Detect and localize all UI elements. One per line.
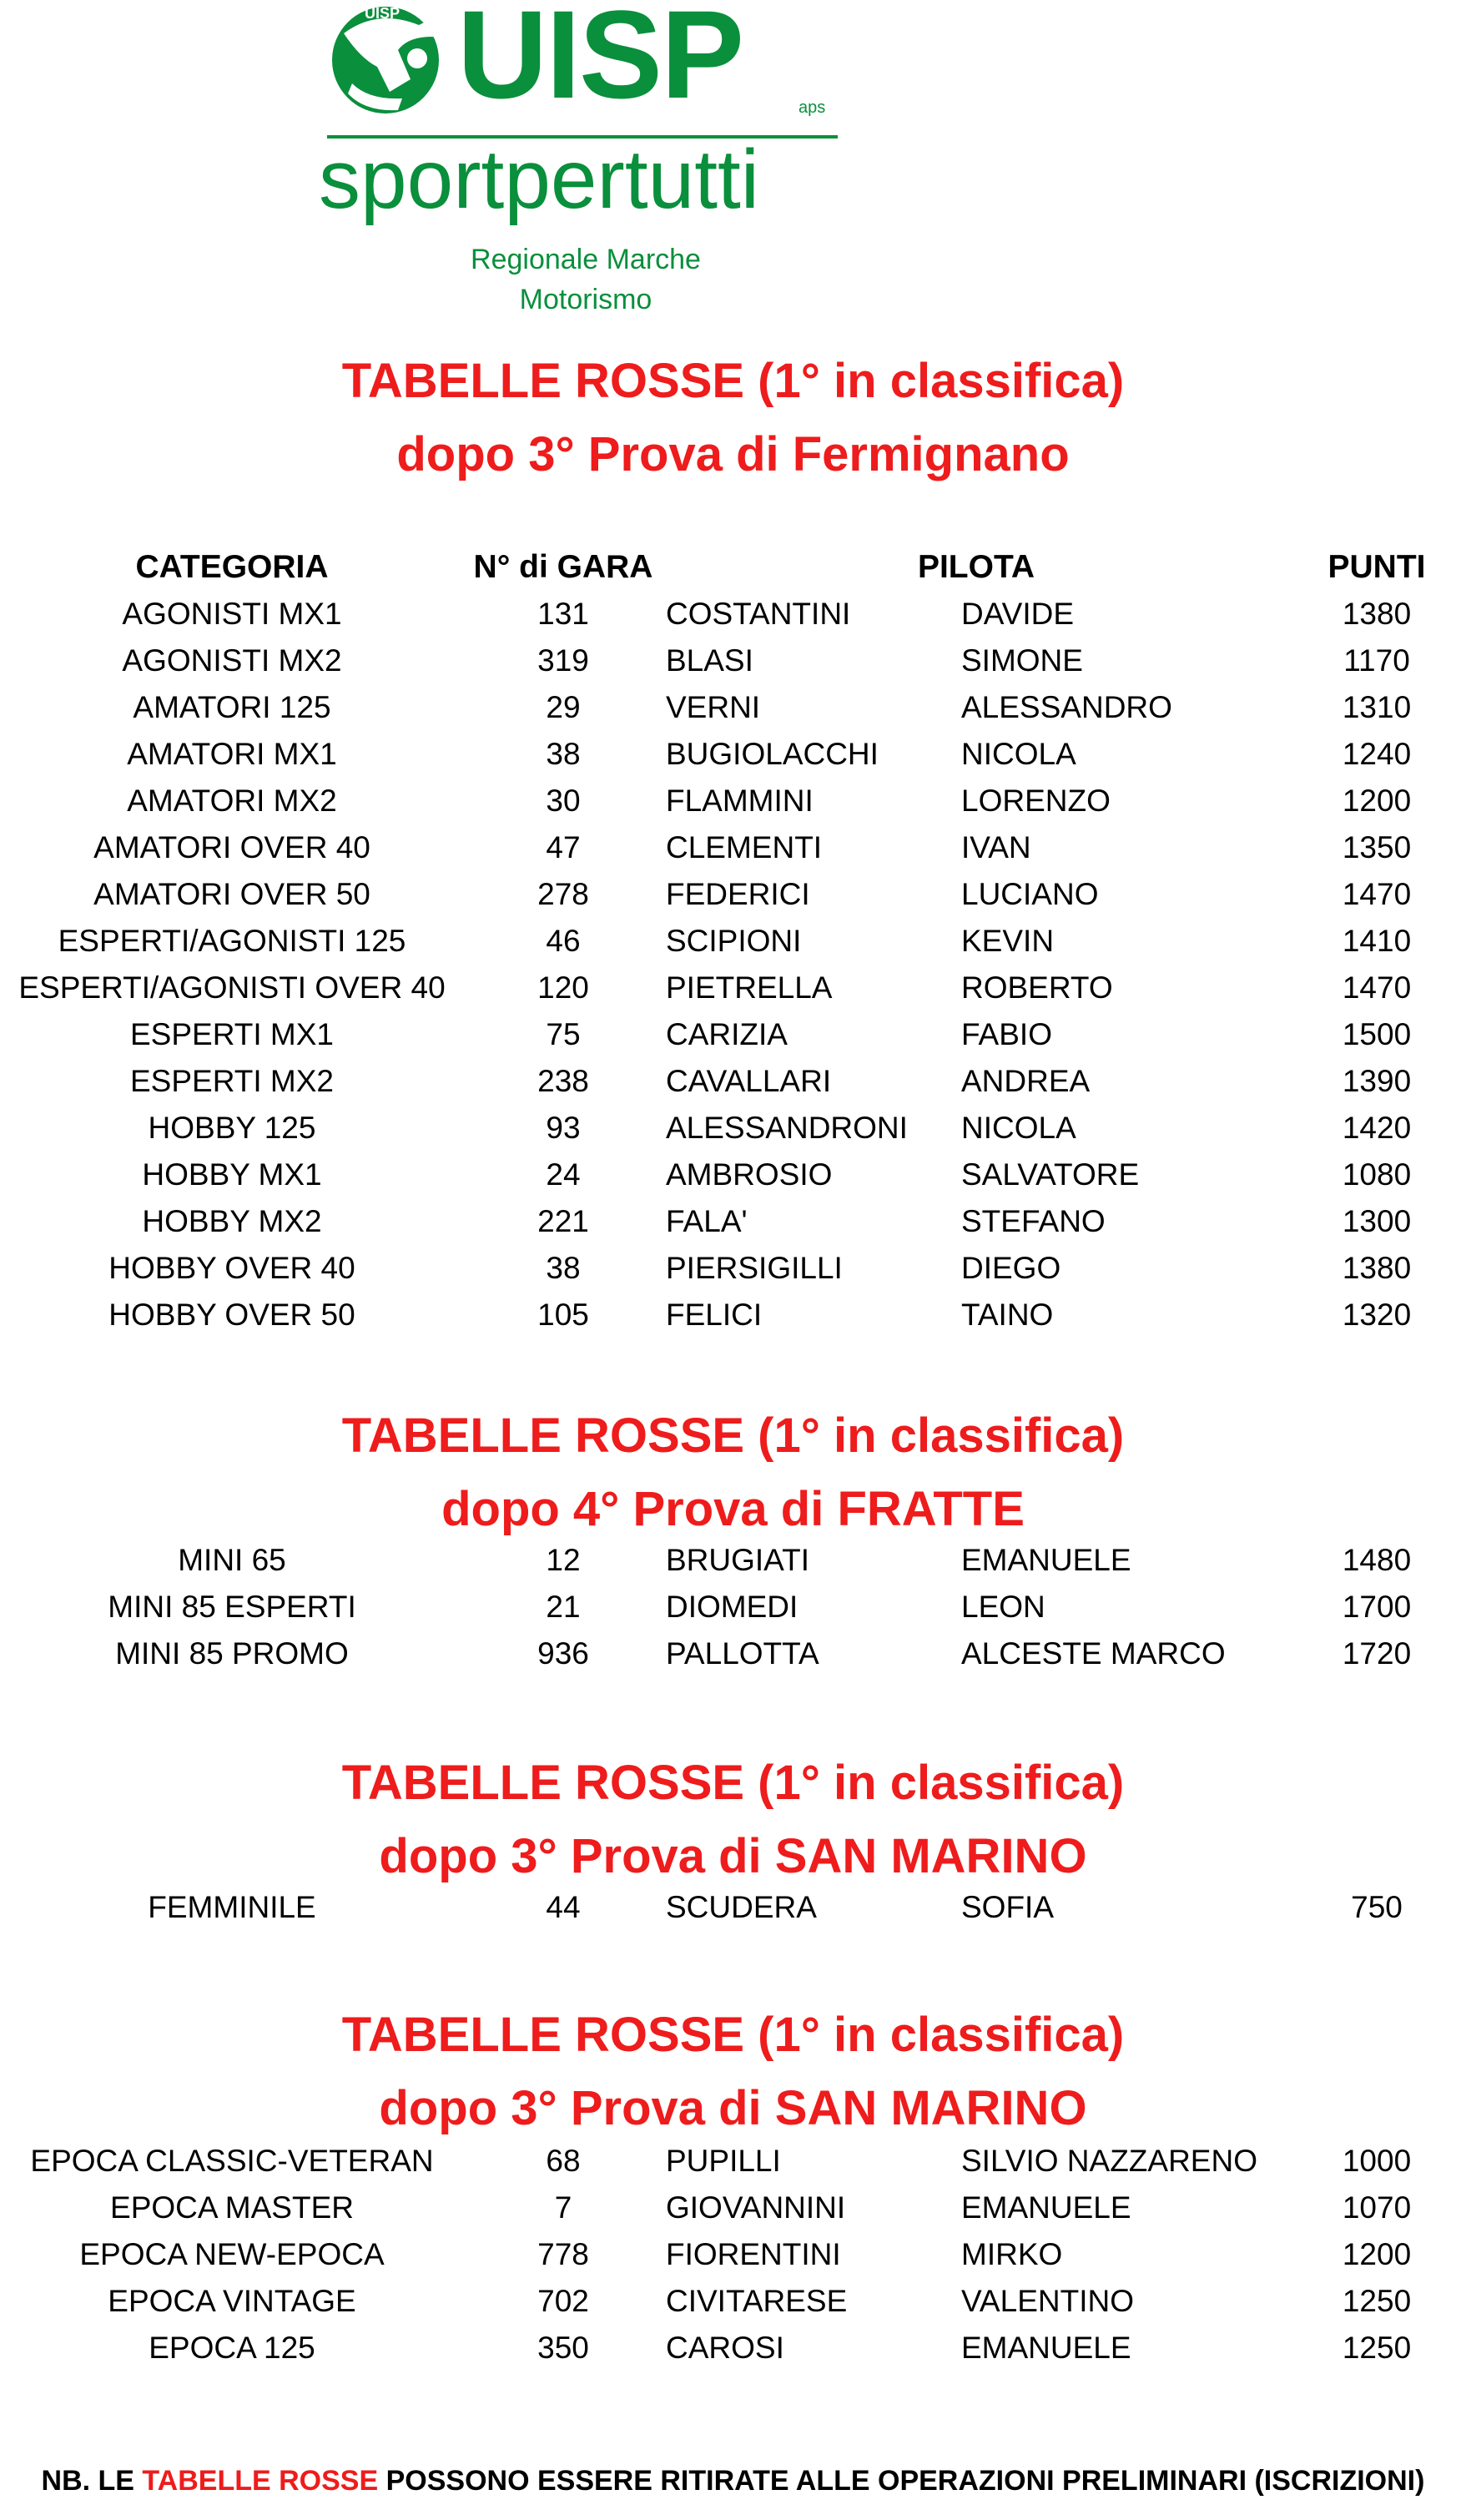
cell-first-name: LUCIANO xyxy=(961,877,1099,911)
table-row xyxy=(0,1537,1466,1584)
cell-race-number: 38 xyxy=(546,737,581,771)
cell-first-name: SIMONE xyxy=(961,643,1083,678)
cell-first-name: LORENZO xyxy=(961,784,1111,818)
cell-surname: DIOMEDI xyxy=(666,1590,798,1624)
cell-category: AMATORI MX1 xyxy=(127,737,337,771)
cell-race-number: 105 xyxy=(537,1298,589,1332)
cell-category: ESPERTI MX2 xyxy=(129,1064,334,1098)
section-1-title-line1: TABELLE ROSSE (1° in classifica) xyxy=(341,354,1125,408)
cell-category: EPOCA MASTER xyxy=(110,2190,354,2225)
logo-name: UISP xyxy=(457,0,743,124)
cell-surname: PUPILLI xyxy=(666,2144,781,2178)
table-row xyxy=(0,2325,1466,2371)
cell-surname: FLAMMINI xyxy=(666,784,814,818)
cell-surname: CAROSI xyxy=(666,2331,784,2365)
cell-points: 1420 xyxy=(1342,1111,1412,1145)
cell-race-number: 44 xyxy=(546,1890,581,1924)
logo-suffix: aps xyxy=(798,98,826,117)
cell-surname: BLASI xyxy=(666,643,753,678)
cell-race-number: 778 xyxy=(537,2237,589,2271)
cell-points: 1000 xyxy=(1342,2144,1412,2178)
cell-points: 1240 xyxy=(1342,737,1412,771)
table-header xyxy=(0,544,1466,591)
table-row xyxy=(0,918,1466,965)
cell-category: FEMMINILE xyxy=(148,1890,316,1924)
cell-surname: COSTANTINI xyxy=(666,597,851,631)
cell-first-name: LEON xyxy=(961,1590,1045,1624)
cell-category: HOBBY 125 xyxy=(148,1111,316,1145)
cell-points: 1720 xyxy=(1342,1636,1412,1671)
cell-race-number: 68 xyxy=(546,2144,581,2178)
cell-surname: AMBROSIO xyxy=(666,1157,833,1192)
cell-points: 1320 xyxy=(1342,1298,1412,1332)
cell-points: 1500 xyxy=(1342,1017,1412,1051)
cell-points: 1480 xyxy=(1342,1543,1412,1577)
section-3-title-line1: TABELLE ROSSE (1° in classifica) xyxy=(341,1756,1125,1810)
emblem-badge-text: UISP xyxy=(365,5,401,22)
cell-race-number: 93 xyxy=(546,1111,581,1145)
table-row xyxy=(0,1058,1466,1105)
cell-first-name: ALCESTE MARCO xyxy=(961,1636,1226,1671)
cell-first-name: ALESSANDRO xyxy=(961,690,1172,724)
cell-category: EPOCA 125 xyxy=(149,2331,315,2365)
cell-category: ESPERTI MX1 xyxy=(129,1017,334,1051)
table-row xyxy=(0,1884,1466,1931)
header-rider: PILOTA xyxy=(917,549,1035,585)
cell-race-number: 46 xyxy=(546,924,581,958)
table-row xyxy=(0,824,1466,871)
cell-first-name: SALVATORE xyxy=(961,1157,1140,1192)
cell-surname: FIORENTINI xyxy=(666,2237,841,2271)
header-race-number: N° di GARA xyxy=(473,549,653,585)
section-2-title-line2: dopo 4° Prova di FRATTE xyxy=(441,1482,1025,1536)
table-row xyxy=(0,1245,1466,1292)
cell-points: 1380 xyxy=(1342,1251,1412,1285)
cell-category: MINI 85 ESPERTI xyxy=(108,1590,356,1624)
cell-category: HOBBY MX2 xyxy=(142,1204,322,1238)
cell-points: 1170 xyxy=(1343,643,1410,678)
cell-surname: GIOVANNINI xyxy=(666,2190,846,2225)
cell-surname: BRUGIATI xyxy=(666,1543,809,1577)
cell-race-number: 936 xyxy=(537,1636,589,1671)
cell-race-number: 350 xyxy=(537,2331,589,2365)
cell-points: 1410 xyxy=(1342,924,1412,958)
cell-race-number: 12 xyxy=(546,1543,581,1577)
cell-category: AMATORI MX2 xyxy=(127,784,337,818)
cell-points: 1390 xyxy=(1342,1064,1412,1098)
cell-race-number: 75 xyxy=(546,1017,581,1051)
cell-category: HOBBY OVER 50 xyxy=(108,1298,355,1332)
table-row xyxy=(0,2138,1466,2185)
cell-points: 1350 xyxy=(1342,830,1412,864)
cell-first-name: IVAN xyxy=(961,830,1031,864)
table-row xyxy=(0,638,1466,684)
cell-race-number: 7 xyxy=(554,2190,572,2225)
cell-first-name: EMANUELE xyxy=(961,1543,1131,1577)
cell-race-number: 319 xyxy=(537,643,589,678)
uisp-emblem-icon xyxy=(319,0,461,125)
section-3-title-line2: dopo 3° Prova di SAN MARINO xyxy=(379,1829,1087,1883)
cell-race-number: 278 xyxy=(537,877,589,911)
cell-race-number: 29 xyxy=(546,690,581,724)
cell-surname: SCIPIONI xyxy=(666,924,802,958)
cell-surname: CAVALLARI xyxy=(666,1064,832,1098)
cell-race-number: 47 xyxy=(546,830,581,864)
cell-points: 1470 xyxy=(1342,970,1412,1005)
cell-surname: PIETRELLA xyxy=(666,970,833,1005)
cell-race-number: 21 xyxy=(546,1590,581,1624)
logo-tagline: sportpertutti xyxy=(319,133,760,226)
section-1-title-line2: dopo 3° Prova di Fermignano xyxy=(396,427,1070,481)
cell-first-name: NICOLA xyxy=(961,1111,1076,1145)
cell-category: EPOCA NEW-EPOCA xyxy=(79,2237,385,2271)
table-row xyxy=(0,1011,1466,1058)
table-row xyxy=(0,1152,1466,1198)
logo-region: Regionale Marche xyxy=(471,244,701,275)
cell-category: ESPERTI/AGONISTI OVER 40 xyxy=(18,970,446,1005)
cell-category: HOBBY OVER 40 xyxy=(108,1251,355,1285)
cell-points: 1250 xyxy=(1342,2331,1412,2365)
cell-category: EPOCA VINTAGE xyxy=(108,2284,356,2318)
cell-category: ESPERTI/AGONISTI 125 xyxy=(58,924,406,958)
cell-surname: PIERSIGILLI xyxy=(666,1251,843,1285)
cell-category: AMATORI 125 xyxy=(133,690,331,724)
cell-category: AGONISTI MX2 xyxy=(122,643,342,678)
cell-surname: FELICI xyxy=(666,1298,763,1332)
header-category: CATEGORIA xyxy=(135,549,329,585)
cell-surname: SCUDERA xyxy=(666,1890,817,1924)
section-2-title-line1: TABELLE ROSSE (1° in classifica) xyxy=(341,1409,1125,1463)
cell-surname: CARIZIA xyxy=(666,1017,788,1051)
cell-first-name: ROBERTO xyxy=(961,970,1113,1005)
section-4-title-line2: dopo 3° Prova di SAN MARINO xyxy=(379,2081,1087,2135)
cell-points: 1200 xyxy=(1342,784,1412,818)
table-row xyxy=(0,2185,1466,2231)
cell-first-name: EMANUELE xyxy=(961,2190,1131,2225)
cell-category: AGONISTI MX1 xyxy=(122,597,342,631)
cell-first-name: SILVIO NAZZARENO xyxy=(961,2144,1257,2178)
cell-first-name: ANDREA xyxy=(961,1064,1091,1098)
cell-surname: CLEMENTI xyxy=(666,830,823,864)
table-row xyxy=(0,591,1466,638)
cell-first-name: EMANUELE xyxy=(961,2331,1131,2365)
cell-points: 1310 xyxy=(1342,690,1412,724)
cell-category: MINI 65 xyxy=(178,1543,286,1577)
cell-race-number: 120 xyxy=(537,970,589,1005)
table-row xyxy=(0,1584,1466,1630)
cell-race-number: 221 xyxy=(537,1204,589,1238)
cell-category: AMATORI OVER 40 xyxy=(93,830,370,864)
footer-prefix: NB. LE xyxy=(41,2465,143,2497)
table-row xyxy=(0,1630,1466,1677)
header-points: PUNTI xyxy=(1327,549,1426,585)
table-row xyxy=(0,778,1466,824)
cell-first-name: STEFANO xyxy=(961,1204,1106,1238)
cell-category: MINI 85 PROMO xyxy=(115,1636,349,1671)
cell-surname: FALA' xyxy=(666,1204,748,1238)
table-row xyxy=(0,2278,1466,2325)
table-row xyxy=(0,965,1466,1011)
cell-race-number: 38 xyxy=(546,1251,581,1285)
table-row xyxy=(0,2231,1466,2278)
table-row xyxy=(0,684,1466,731)
cell-first-name: NICOLA xyxy=(961,737,1076,771)
cell-points: 1080 xyxy=(1342,1157,1412,1192)
footer-note xyxy=(0,2462,1466,2500)
cell-first-name: TAINO xyxy=(961,1298,1054,1332)
cell-category: EPOCA CLASSIC-VETERAN xyxy=(30,2144,434,2178)
table-row xyxy=(0,871,1466,918)
cell-category: HOBBY MX1 xyxy=(142,1157,322,1192)
cell-first-name: FABIO xyxy=(961,1017,1052,1051)
cell-first-name: VALENTINO xyxy=(961,2284,1134,2318)
cell-first-name: SOFIA xyxy=(961,1890,1055,1924)
footer-highlight: TABELLE ROSSE xyxy=(142,2465,379,2497)
logo-division: Motorismo xyxy=(519,284,652,315)
footer-suffix: POSSONO ESSERE RITIRATE ALLE OPERAZIONI PRELIMINARI (ISCRIZIONI) xyxy=(378,2465,1425,2497)
table-row xyxy=(0,731,1466,778)
cell-race-number: 30 xyxy=(546,784,581,818)
cell-points: 750 xyxy=(1351,1890,1403,1924)
cell-race-number: 131 xyxy=(537,597,589,631)
cell-points: 1070 xyxy=(1342,2190,1412,2225)
cell-first-name: MIRKO xyxy=(961,2237,1063,2271)
cell-first-name: KEVIN xyxy=(961,924,1055,958)
cell-points: 1250 xyxy=(1342,2284,1412,2318)
cell-surname: VERNI xyxy=(666,690,761,724)
uisp-logo xyxy=(319,0,853,325)
cell-points: 1380 xyxy=(1342,597,1412,631)
table-row xyxy=(0,1292,1466,1338)
cell-first-name: DIEGO xyxy=(961,1251,1061,1285)
cell-surname: PALLOTTA xyxy=(666,1636,819,1671)
cell-race-number: 238 xyxy=(537,1064,589,1098)
cell-race-number: 24 xyxy=(546,1157,581,1192)
cell-points: 1300 xyxy=(1342,1204,1412,1238)
cell-points: 1470 xyxy=(1342,877,1412,911)
cell-points: 1700 xyxy=(1342,1590,1412,1624)
table-row xyxy=(0,1105,1466,1152)
cell-race-number: 702 xyxy=(537,2284,589,2318)
cell-category: AMATORI OVER 50 xyxy=(93,877,370,911)
cell-surname: BUGIOLACCHI xyxy=(666,737,879,771)
cell-surname: CIVITARESE xyxy=(666,2284,848,2318)
cell-points: 1200 xyxy=(1342,2237,1412,2271)
cell-first-name: DAVIDE xyxy=(961,597,1075,631)
cell-surname: FEDERICI xyxy=(666,877,810,911)
cell-surname: ALESSANDRONI xyxy=(666,1111,908,1145)
section-4-title-line1: TABELLE ROSSE (1° in classifica) xyxy=(341,2008,1125,2062)
table-row xyxy=(0,1198,1466,1245)
